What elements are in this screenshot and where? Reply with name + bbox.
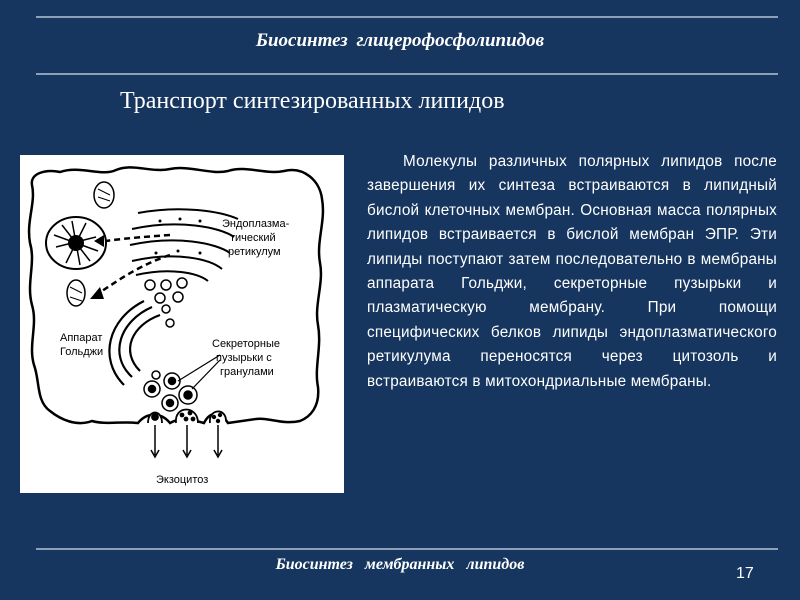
label-er-2: тический — [230, 232, 276, 244]
cell-diagram-svg — [20, 155, 344, 493]
body-paragraph: Молекулы различных полярных липидов после завершения их синтеза встраиваются в липидный бислой клеточных мембран. Основная масса полярных липидов встраивается в бислой мембран ЭПР. Эти липиды поступают затем последовательно в мембраны аппарата Гольджи, секреторные пузырьки и плазматическую мембрану. При помощи специфических белков липиды эндоплазматического ретикулума переносятся через цитозоль и встраиваются в митохондриальные мембраны. — [367, 153, 777, 390]
cell-diagram — [20, 155, 344, 493]
top-divider — [36, 16, 778, 18]
exocytosis-arrows — [151, 425, 222, 457]
slide-subtitle: Транспорт синтезированных липидов — [120, 88, 505, 114]
page-number: 17 — [736, 565, 754, 582]
label-golgi-2: Гольджи — [60, 346, 104, 358]
er-ribosomes — [155, 218, 202, 255]
header-divider — [36, 73, 778, 75]
header-title: Биосинтез глицерофосфолипидов — [255, 30, 545, 51]
label-vesicles-1: Секреторные — [212, 338, 280, 350]
footer-divider — [36, 548, 778, 550]
label-vesicles-3: гранулами — [220, 366, 274, 378]
label-exocytosis: Экзоцитоз — [156, 474, 209, 486]
mitochondrion-small-top — [94, 182, 114, 208]
transport-vesicles — [145, 278, 187, 303]
secretory-vesicles — [144, 373, 197, 411]
mitochondrion-small-left — [67, 280, 85, 306]
label-vesicles-2: пузырьки с — [216, 352, 272, 364]
arrowhead-lower — [90, 287, 104, 299]
mitochondrion-large — [46, 217, 106, 269]
exocytosis-vesicles — [148, 410, 226, 424]
footer-title: Биосинтез мембранных липидов — [275, 556, 525, 573]
label-golgi-1: Аппарат — [60, 332, 103, 344]
label-er-3: ретикулум — [228, 246, 281, 258]
vesicle-label-pointers — [178, 355, 220, 389]
label-er-1: Эндоплазма- — [222, 218, 290, 230]
